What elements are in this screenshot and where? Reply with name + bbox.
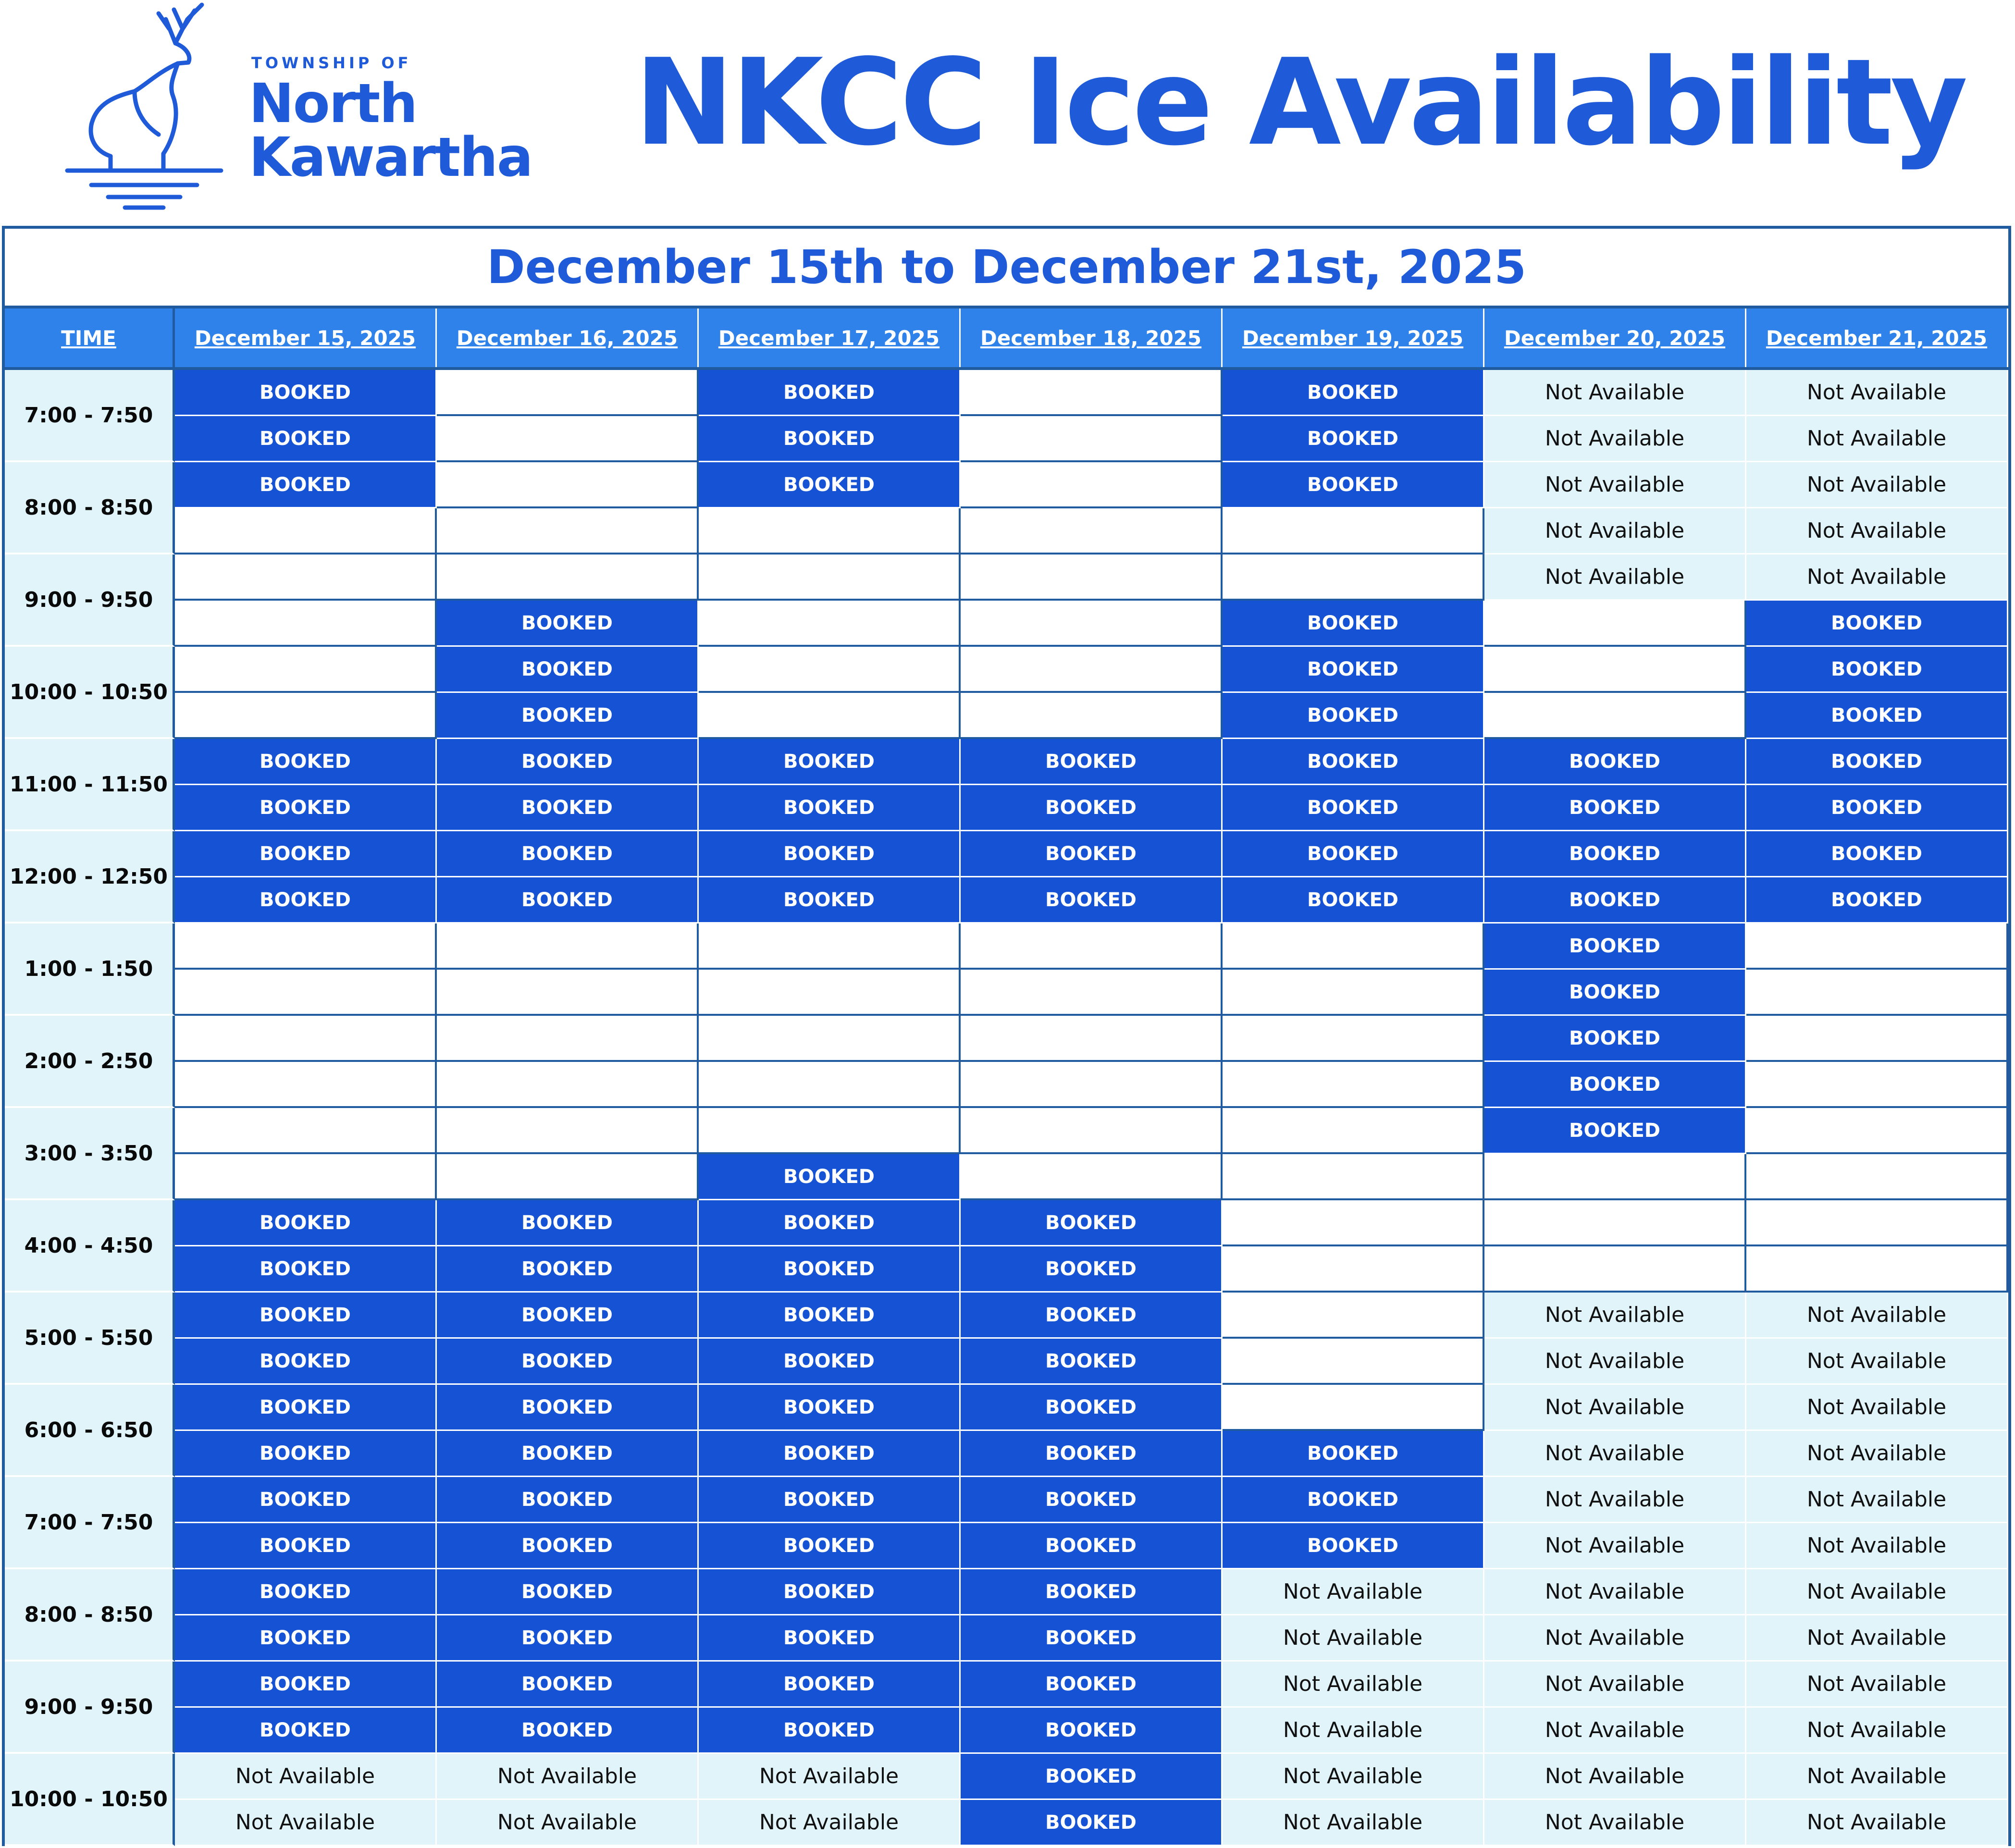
time-slot-label: 9:00 - 9:50 [5, 554, 175, 647]
booked-slot: BOOKED [1746, 601, 2008, 647]
open-slot[interactable] [961, 693, 1223, 739]
booked-slot: BOOKED [175, 831, 437, 877]
time-slot-label: 10:00 - 10:50 [5, 1754, 175, 1846]
booked-slot: BOOKED [437, 831, 699, 877]
booked-slot: BOOKED [1223, 370, 1484, 416]
booked-slot: BOOKED [1484, 1016, 1746, 1062]
open-slot[interactable] [1746, 1108, 2008, 1154]
booked-slot: BOOKED [699, 1708, 961, 1754]
not-available-slot: Not Available [1484, 1662, 1746, 1708]
booked-slot: BOOKED [961, 1431, 1223, 1477]
time-slot-label: 8:00 - 8:50 [5, 462, 175, 554]
time-slot-label: 4:00 - 4:50 [5, 1200, 175, 1293]
open-slot[interactable] [961, 462, 1223, 508]
booked-slot: BOOKED [1223, 1523, 1484, 1569]
not-available-slot: Not Available [1746, 1339, 2008, 1385]
booked-slot: BOOKED [437, 647, 699, 693]
not-available-slot: Not Available [1746, 1385, 2008, 1431]
header-date-2: December 16, 2025 [437, 308, 699, 367]
open-slot[interactable] [1746, 1062, 2008, 1108]
booked-slot: BOOKED [1484, 1062, 1746, 1108]
booked-slot: BOOKED [1223, 785, 1484, 831]
booked-slot: BOOKED [437, 877, 699, 924]
open-slot[interactable] [175, 693, 437, 739]
open-slot[interactable] [1746, 924, 2008, 970]
not-available-slot: Not Available [175, 1754, 437, 1800]
time-slot-label: 11:00 - 11:50 [5, 739, 175, 831]
open-slot[interactable] [699, 601, 961, 647]
booked-slot: BOOKED [175, 1385, 437, 1431]
booked-slot: BOOKED [1223, 416, 1484, 462]
not-available-slot: Not Available [1223, 1754, 1484, 1800]
open-slot[interactable] [437, 370, 699, 416]
not-available-slot: Not Available [1746, 1477, 2008, 1523]
open-slot[interactable] [1746, 1246, 2008, 1293]
booked-slot: BOOKED [699, 785, 961, 831]
booked-slot: BOOKED [1223, 601, 1484, 647]
open-slot[interactable] [437, 1108, 699, 1154]
deer-logo-icon [62, 0, 226, 211]
booked-slot: BOOKED [175, 1200, 437, 1246]
not-available-slot: Not Available [1746, 1615, 2008, 1662]
open-slot[interactable] [1223, 1339, 1484, 1385]
booked-slot: BOOKED [961, 831, 1223, 877]
not-available-slot: Not Available [1223, 1800, 1484, 1846]
open-slot[interactable] [1746, 970, 2008, 1016]
time-slot-label: 2:00 - 2:50 [5, 1016, 175, 1108]
booked-slot: BOOKED [961, 1246, 1223, 1293]
not-available-slot: Not Available [1746, 1754, 2008, 1800]
open-slot[interactable] [1484, 1154, 1746, 1200]
open-slot[interactable] [699, 970, 961, 1016]
booked-slot: BOOKED [699, 1569, 961, 1615]
booked-slot: BOOKED [961, 1477, 1223, 1523]
open-slot[interactable] [1223, 1293, 1484, 1339]
open-slot[interactable] [437, 970, 699, 1016]
time-slot-label: 1:00 - 1:50 [5, 924, 175, 1016]
time-slot-label: 12:00 - 12:50 [5, 831, 175, 924]
not-available-slot: Not Available [1484, 1569, 1746, 1615]
not-available-slot: Not Available [1746, 1662, 2008, 1708]
not-available-slot: Not Available [1484, 1708, 1746, 1754]
not-available-slot: Not Available [1484, 462, 1746, 508]
booked-slot: BOOKED [961, 739, 1223, 785]
booked-slot: BOOKED [175, 739, 437, 785]
not-available-slot: Not Available [1484, 1477, 1746, 1523]
booked-slot: BOOKED [1484, 877, 1746, 924]
open-slot[interactable] [1223, 1108, 1484, 1154]
booked-slot: BOOKED [437, 1662, 699, 1708]
not-available-slot: Not Available [1484, 1385, 1746, 1431]
booked-slot: BOOKED [175, 1339, 437, 1385]
booked-slot: BOOKED [1484, 1108, 1746, 1154]
booked-slot: BOOKED [1746, 647, 2008, 693]
booked-slot: BOOKED [437, 739, 699, 785]
booked-slot: BOOKED [437, 693, 699, 739]
booked-slot: BOOKED [699, 416, 961, 462]
booked-slot: BOOKED [961, 1200, 1223, 1246]
header-time: TIME [5, 308, 175, 367]
booked-slot: BOOKED [1746, 693, 2008, 739]
booked-slot: BOOKED [437, 1246, 699, 1293]
booked-slot: BOOKED [961, 1339, 1223, 1385]
booked-slot: BOOKED [1484, 739, 1746, 785]
booked-slot: BOOKED [961, 877, 1223, 924]
booked-slot: BOOKED [1223, 693, 1484, 739]
open-slot[interactable] [699, 647, 961, 693]
booked-slot: BOOKED [1484, 785, 1746, 831]
not-available-slot: Not Available [1746, 370, 2008, 416]
open-slot[interactable] [961, 554, 1223, 601]
open-slot[interactable] [437, 1062, 699, 1108]
booked-slot: BOOKED [1223, 1431, 1484, 1477]
not-available-slot: Not Available [1484, 554, 1746, 601]
booked-slot: BOOKED [437, 785, 699, 831]
open-slot[interactable] [175, 1108, 437, 1154]
not-available-slot: Not Available [437, 1800, 699, 1846]
booked-slot: BOOKED [699, 1385, 961, 1431]
booked-slot: BOOKED [699, 1293, 961, 1339]
open-slot[interactable] [437, 554, 699, 601]
open-slot[interactable] [1746, 1016, 2008, 1062]
time-slot-label: 7:00 - 7:50 [5, 1477, 175, 1569]
not-available-slot: Not Available [699, 1800, 961, 1846]
not-available-slot: Not Available [1746, 554, 2008, 601]
booked-slot: BOOKED [961, 1754, 1223, 1800]
booked-slot: BOOKED [1223, 739, 1484, 785]
booked-slot: BOOKED [1484, 831, 1746, 877]
open-slot[interactable] [437, 416, 699, 462]
booked-slot: BOOKED [1746, 785, 2008, 831]
logo-north-text: North [249, 73, 417, 135]
not-available-slot: Not Available [1223, 1708, 1484, 1754]
not-available-slot: Not Available [1484, 1339, 1746, 1385]
booked-slot: BOOKED [175, 1569, 437, 1615]
booked-slot: BOOKED [699, 1200, 961, 1246]
not-available-slot: Not Available [1484, 1431, 1746, 1477]
open-slot[interactable] [437, 924, 699, 970]
booked-slot: BOOKED [1223, 647, 1484, 693]
page-title: NKCC Ice Availability [634, 34, 1965, 172]
open-slot[interactable] [699, 508, 961, 554]
booked-slot: BOOKED [699, 1339, 961, 1385]
booked-slot: BOOKED [961, 1385, 1223, 1431]
booked-slot: BOOKED [699, 739, 961, 785]
booked-slot: BOOKED [1746, 739, 2008, 785]
open-slot[interactable] [1223, 970, 1484, 1016]
booked-slot: BOOKED [1223, 831, 1484, 877]
booked-slot: BOOKED [437, 1477, 699, 1523]
booked-slot: BOOKED [1223, 1477, 1484, 1523]
open-slot[interactable] [1746, 1200, 2008, 1246]
not-available-slot: Not Available [1484, 416, 1746, 462]
not-available-slot: Not Available [1746, 1708, 2008, 1754]
booked-slot: BOOKED [437, 1200, 699, 1246]
open-slot[interactable] [1223, 924, 1484, 970]
booked-slot: BOOKED [699, 1431, 961, 1477]
booked-slot: BOOKED [699, 1477, 961, 1523]
header-date-7: December 21, 2025 [1746, 308, 2008, 367]
open-slot[interactable] [961, 601, 1223, 647]
open-slot[interactable] [1484, 1246, 1746, 1293]
open-slot[interactable] [437, 462, 699, 508]
open-slot[interactable] [699, 554, 961, 601]
open-slot[interactable] [1746, 1154, 2008, 1200]
open-slot[interactable] [1223, 1200, 1484, 1246]
booked-slot: BOOKED [1746, 877, 2008, 924]
booked-slot: BOOKED [175, 1662, 437, 1708]
not-available-slot: Not Available [1223, 1662, 1484, 1708]
open-slot[interactable] [1223, 1016, 1484, 1062]
open-slot[interactable] [699, 693, 961, 739]
time-slot-label: 7:00 - 7:50 [5, 370, 175, 462]
open-slot[interactable] [437, 508, 699, 554]
booked-slot: BOOKED [699, 462, 961, 508]
open-slot[interactable] [961, 370, 1223, 416]
open-slot[interactable] [699, 1108, 961, 1154]
page-header [0, 0, 2015, 226]
not-available-slot: Not Available [1746, 1569, 2008, 1615]
open-slot[interactable] [175, 601, 437, 647]
booked-slot: BOOKED [699, 370, 961, 416]
logo-kawartha-text: Kawartha [249, 126, 532, 189]
week-range-title: December 15th to December 21st, 2025 [5, 229, 2008, 308]
open-slot[interactable] [1223, 508, 1484, 554]
open-slot[interactable] [1223, 1154, 1484, 1200]
booked-slot: BOOKED [961, 1708, 1223, 1754]
open-slot[interactable] [175, 647, 437, 693]
open-slot[interactable] [699, 1016, 961, 1062]
not-available-slot: Not Available [1746, 1293, 2008, 1339]
booked-slot: BOOKED [699, 1523, 961, 1569]
open-slot[interactable] [175, 554, 437, 601]
open-slot[interactable] [175, 924, 437, 970]
open-slot[interactable] [699, 1062, 961, 1108]
time-slot-label: 5:00 - 5:50 [5, 1293, 175, 1385]
not-available-slot: Not Available [1746, 508, 2008, 554]
booked-slot: BOOKED [175, 1477, 437, 1523]
header-date-3: December 17, 2025 [699, 308, 961, 367]
booked-slot: BOOKED [699, 1154, 961, 1200]
open-slot[interactable] [961, 1154, 1223, 1200]
booked-slot: BOOKED [961, 1569, 1223, 1615]
open-slot[interactable] [961, 1108, 1223, 1154]
not-available-slot: Not Available [1484, 1293, 1746, 1339]
not-available-slot: Not Available [1484, 1615, 1746, 1662]
booked-slot: BOOKED [1484, 924, 1746, 970]
time-slot-label: 8:00 - 8:50 [5, 1569, 175, 1662]
open-slot[interactable] [961, 924, 1223, 970]
header-date-5: December 19, 2025 [1223, 308, 1484, 367]
booked-slot: BOOKED [175, 1431, 437, 1477]
header-date-1: December 15, 2025 [175, 308, 437, 367]
booked-slot: BOOKED [699, 831, 961, 877]
open-slot[interactable] [961, 508, 1223, 554]
logo-township-text: TOWNSHIP OF [251, 54, 412, 72]
booked-slot: BOOKED [961, 1662, 1223, 1708]
booked-slot: BOOKED [175, 785, 437, 831]
booked-slot: BOOKED [175, 1523, 437, 1569]
booked-slot: BOOKED [437, 1615, 699, 1662]
open-slot[interactable] [1223, 1246, 1484, 1293]
booked-slot: BOOKED [437, 1293, 699, 1339]
open-slot[interactable] [699, 924, 961, 970]
booked-slot: BOOKED [1746, 831, 2008, 877]
time-slot-label: 10:00 - 10:50 [5, 647, 175, 739]
not-available-slot: Not Available [1223, 1615, 1484, 1662]
not-available-slot: Not Available [1484, 508, 1746, 554]
open-slot[interactable] [175, 970, 437, 1016]
open-slot[interactable] [1484, 647, 1746, 693]
booked-slot: BOOKED [175, 877, 437, 924]
booked-slot: BOOKED [437, 601, 699, 647]
open-slot[interactable] [437, 1154, 699, 1200]
booked-slot: BOOKED [1484, 970, 1746, 1016]
time-slot-label: 9:00 - 9:50 [5, 1662, 175, 1754]
open-slot[interactable] [961, 1016, 1223, 1062]
open-slot[interactable] [1484, 601, 1746, 647]
booked-slot: BOOKED [699, 877, 961, 924]
booked-slot: BOOKED [175, 462, 437, 508]
booked-slot: BOOKED [437, 1523, 699, 1569]
open-slot[interactable] [175, 1154, 437, 1200]
not-available-slot: Not Available [699, 1754, 961, 1800]
not-available-slot: Not Available [1746, 1523, 2008, 1569]
open-slot[interactable] [961, 647, 1223, 693]
booked-slot: BOOKED [175, 370, 437, 416]
booked-slot: BOOKED [961, 1523, 1223, 1569]
booked-slot: BOOKED [1223, 877, 1484, 924]
open-slot[interactable] [961, 970, 1223, 1016]
booked-slot: BOOKED [961, 1800, 1223, 1846]
booked-slot: BOOKED [699, 1662, 961, 1708]
booked-slot: BOOKED [437, 1708, 699, 1754]
not-available-slot: Not Available [1484, 1523, 1746, 1569]
not-available-slot: Not Available [1746, 462, 2008, 508]
open-slot[interactable] [437, 1016, 699, 1062]
booked-slot: BOOKED [961, 785, 1223, 831]
open-slot[interactable] [1484, 1200, 1746, 1246]
header-date-4: December 18, 2025 [961, 308, 1223, 367]
booked-slot: BOOKED [437, 1385, 699, 1431]
open-slot[interactable] [1223, 554, 1484, 601]
time-slot-label: 6:00 - 6:50 [5, 1385, 175, 1477]
not-available-slot: Not Available [175, 1800, 437, 1846]
not-available-slot: Not Available [437, 1754, 699, 1800]
open-slot[interactable] [1223, 1385, 1484, 1431]
booked-slot: BOOKED [175, 416, 437, 462]
booked-slot: BOOKED [437, 1569, 699, 1615]
booked-slot: BOOKED [175, 1708, 437, 1754]
not-available-slot: Not Available [1746, 1431, 2008, 1477]
booked-slot: BOOKED [175, 1615, 437, 1662]
open-slot[interactable] [961, 416, 1223, 462]
booked-slot: BOOKED [437, 1339, 699, 1385]
booked-slot: BOOKED [699, 1246, 961, 1293]
open-slot[interactable] [175, 508, 437, 554]
not-available-slot: Not Available [1484, 370, 1746, 416]
header-date-6: December 20, 2025 [1484, 308, 1746, 367]
time-slot-label: 3:00 - 3:50 [5, 1108, 175, 1200]
booked-slot: BOOKED [961, 1293, 1223, 1339]
open-slot[interactable] [1223, 1062, 1484, 1108]
open-slot[interactable] [961, 1062, 1223, 1108]
booked-slot: BOOKED [961, 1615, 1223, 1662]
not-available-slot: Not Available [1223, 1569, 1484, 1615]
booked-slot: BOOKED [175, 1293, 437, 1339]
booked-slot: BOOKED [175, 1246, 437, 1293]
open-slot[interactable] [1484, 693, 1746, 739]
open-slot[interactable] [175, 1062, 437, 1108]
booked-slot: BOOKED [699, 1615, 961, 1662]
booked-slot: BOOKED [1223, 462, 1484, 508]
booked-slot: BOOKED [437, 1431, 699, 1477]
not-available-slot: Not Available [1746, 1800, 2008, 1846]
not-available-slot: Not Available [1484, 1754, 1746, 1800]
open-slot[interactable] [175, 1016, 437, 1062]
not-available-slot: Not Available [1746, 416, 2008, 462]
not-available-slot: Not Available [1484, 1800, 1746, 1846]
